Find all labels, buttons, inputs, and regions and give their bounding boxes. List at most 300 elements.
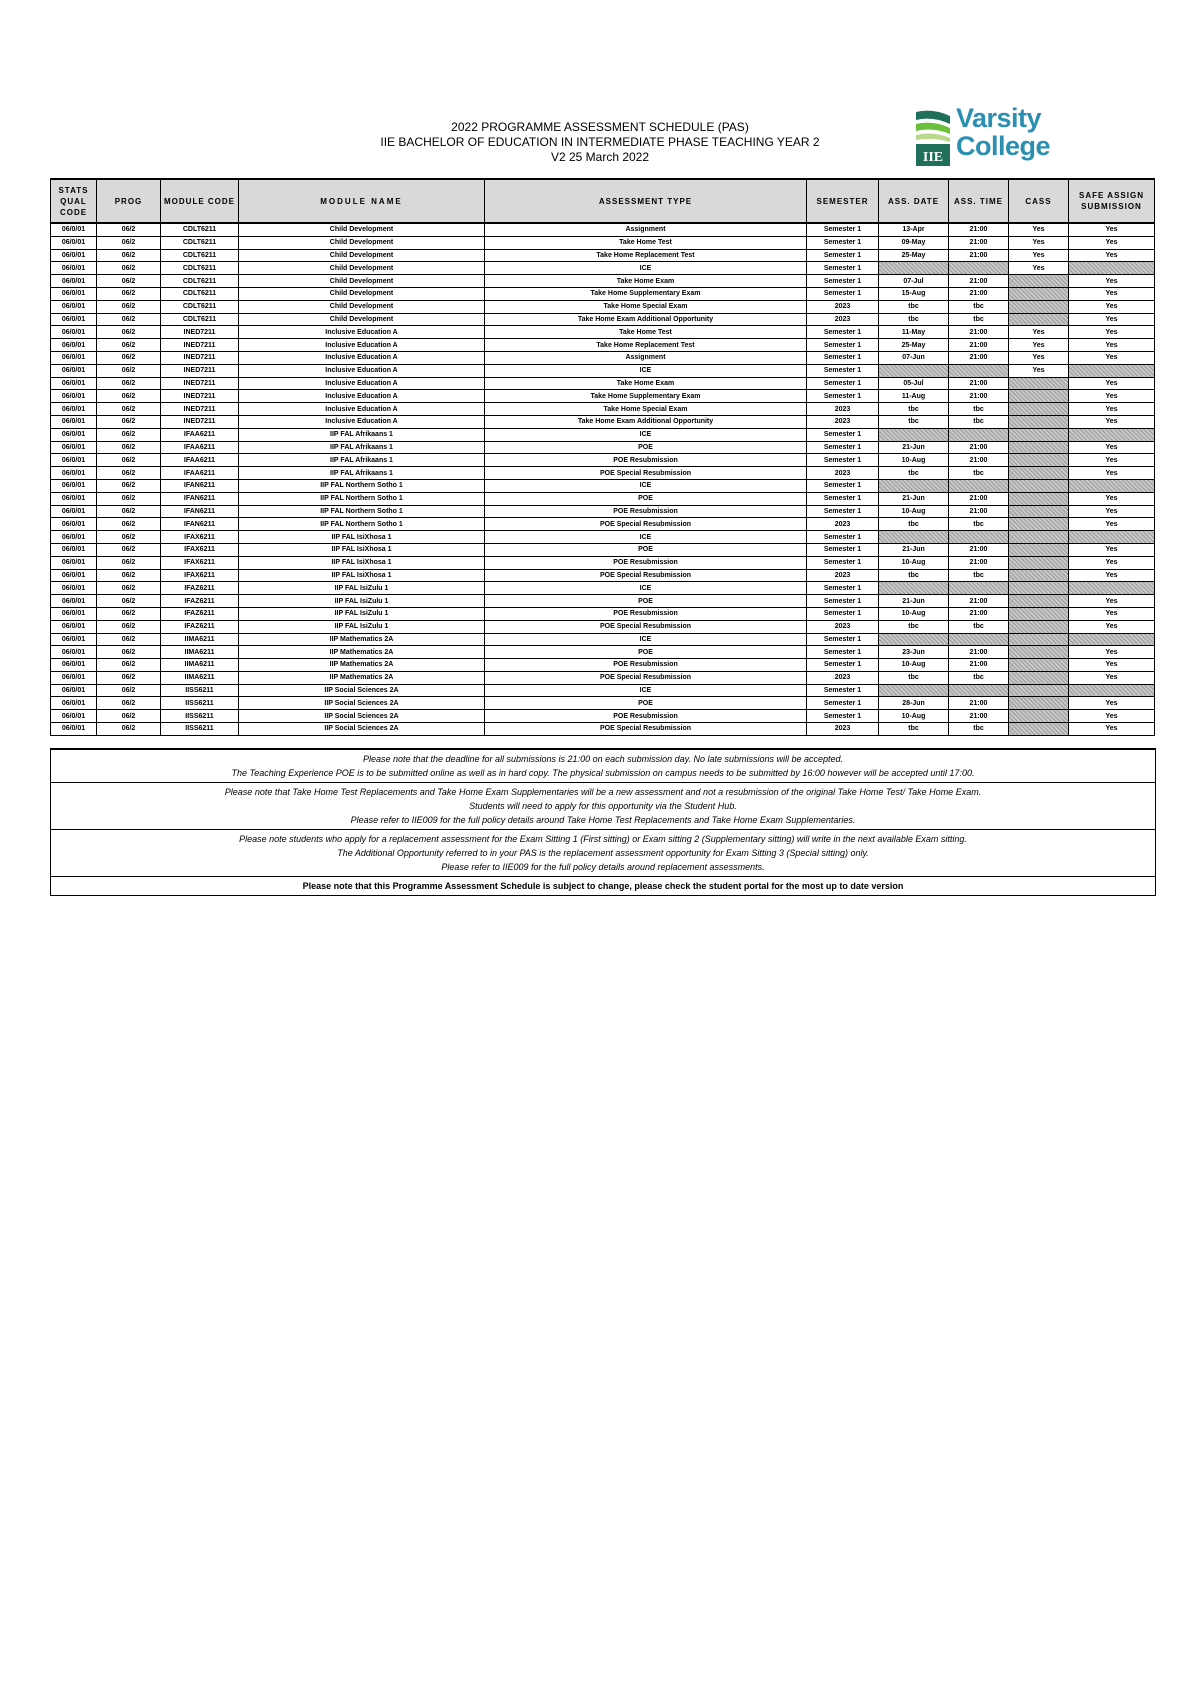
table-cell: 06/0/01 bbox=[51, 467, 97, 480]
table-cell bbox=[949, 479, 1009, 492]
table-cell: IFAA6211 bbox=[161, 454, 239, 467]
table-cell: CDLT6211 bbox=[161, 275, 239, 288]
table-cell: Yes bbox=[1069, 607, 1155, 620]
table-cell: 07-Jun bbox=[879, 351, 949, 364]
table-cell bbox=[1009, 492, 1069, 505]
table-cell: CDLT6211 bbox=[161, 236, 239, 249]
table-cell: 21:00 bbox=[949, 287, 1009, 300]
table-cell: 2023 bbox=[807, 415, 879, 428]
table-cell: 06/2 bbox=[97, 646, 161, 659]
table-cell: 06/0/01 bbox=[51, 492, 97, 505]
table-cell: tbc bbox=[949, 415, 1009, 428]
table-cell: Semester 1 bbox=[807, 607, 879, 620]
table-row bbox=[51, 556, 1155, 569]
table-cell: tbc bbox=[879, 415, 949, 428]
table-cell: Yes bbox=[1069, 275, 1155, 288]
column-header: PROG bbox=[97, 179, 161, 223]
table-cell: Semester 1 bbox=[807, 339, 879, 352]
table-cell: 06/2 bbox=[97, 659, 161, 672]
table-cell: tbc bbox=[949, 569, 1009, 582]
table-row bbox=[51, 620, 1155, 633]
table-cell: INED7211 bbox=[161, 415, 239, 428]
table-cell: 06/2 bbox=[97, 313, 161, 326]
table-cell: 06/0/01 bbox=[51, 710, 97, 723]
table-cell: 21:00 bbox=[949, 607, 1009, 620]
table-cell bbox=[1009, 582, 1069, 595]
table-cell bbox=[1009, 595, 1069, 608]
table-row bbox=[51, 326, 1155, 339]
table-cell: IFAZ6211 bbox=[161, 595, 239, 608]
table-cell: POE bbox=[485, 646, 807, 659]
table-cell: Inclusive Education A bbox=[239, 364, 485, 377]
table-cell bbox=[1009, 479, 1069, 492]
title-block bbox=[300, 120, 900, 165]
table-cell: POE Special Resubmission bbox=[485, 518, 807, 531]
table-cell: IIMA6211 bbox=[161, 633, 239, 646]
table-cell: 06/0/01 bbox=[51, 595, 97, 608]
table-cell: Yes bbox=[1009, 351, 1069, 364]
table-cell: 06/0/01 bbox=[51, 377, 97, 390]
table-cell: Assignment bbox=[485, 351, 807, 364]
table-cell: Semester 1 bbox=[807, 454, 879, 467]
table-cell: Inclusive Education A bbox=[239, 351, 485, 364]
table-cell bbox=[879, 582, 949, 595]
table-cell bbox=[879, 684, 949, 697]
table-cell: Semester 1 bbox=[807, 223, 879, 236]
table-cell: 06/2 bbox=[97, 671, 161, 684]
table-cell: IIP Mathematics 2A bbox=[239, 671, 485, 684]
table-cell: 06/2 bbox=[97, 710, 161, 723]
table-cell: tbc bbox=[879, 620, 949, 633]
table-row bbox=[51, 467, 1155, 480]
table-cell: 06/2 bbox=[97, 492, 161, 505]
table-cell: 06/0/01 bbox=[51, 569, 97, 582]
table-cell: Semester 1 bbox=[807, 236, 879, 249]
table-cell: tbc bbox=[949, 403, 1009, 416]
iie-emblem-icon bbox=[916, 110, 950, 166]
table-cell: 06/0/01 bbox=[51, 518, 97, 531]
table-header bbox=[51, 179, 1155, 223]
table-cell: Child Development bbox=[239, 236, 485, 249]
table-cell: 2023 bbox=[807, 313, 879, 326]
table-cell: Yes bbox=[1069, 467, 1155, 480]
table-row bbox=[51, 479, 1155, 492]
programme-title: IIE BACHELOR OF EDUCATION IN INTERMEDIATE PHASE TEACHING YEAR 2 bbox=[380, 135, 820, 149]
table-cell: 06/0/01 bbox=[51, 428, 97, 441]
table-cell bbox=[1009, 710, 1069, 723]
table-cell: 06/0/01 bbox=[51, 671, 97, 684]
table-cell: 06/0/01 bbox=[51, 454, 97, 467]
table-cell: 06/0/01 bbox=[51, 339, 97, 352]
table-row bbox=[51, 262, 1155, 275]
table-cell: tbc bbox=[879, 300, 949, 313]
table-cell: Semester 1 bbox=[807, 543, 879, 556]
table-cell: 10-Aug bbox=[879, 659, 949, 672]
table-cell: Take Home Test bbox=[485, 326, 807, 339]
column-header: MODULE NAME bbox=[239, 179, 485, 223]
table-cell: IIP Social Sciences 2A bbox=[239, 697, 485, 710]
table-cell: Take Home Test bbox=[485, 236, 807, 249]
table-cell: IFAZ6211 bbox=[161, 582, 239, 595]
table-cell: tbc bbox=[879, 403, 949, 416]
table-cell: IIP FAL Northern Sotho 1 bbox=[239, 505, 485, 518]
table-cell: POE Special Resubmission bbox=[485, 723, 807, 736]
table-cell: 21-Jun bbox=[879, 441, 949, 454]
note-line: The Additional Opportunity referred to in your PAS is the replacement assessment opportunity for Exam Sitting 3 (Special sitting) only. bbox=[337, 848, 869, 858]
table-cell: CDLT6211 bbox=[161, 287, 239, 300]
table-cell: 06/0/01 bbox=[51, 236, 97, 249]
table-row bbox=[51, 710, 1155, 723]
table-cell: Yes bbox=[1069, 223, 1155, 236]
table-cell: ICE bbox=[485, 582, 807, 595]
table-cell: Yes bbox=[1009, 326, 1069, 339]
table-row bbox=[51, 646, 1155, 659]
table-cell bbox=[949, 684, 1009, 697]
table-cell: tbc bbox=[879, 518, 949, 531]
table-cell: 10-Aug bbox=[879, 556, 949, 569]
table-cell: IIP FAL IsiXhosa 1 bbox=[239, 531, 485, 544]
table-cell: 23-Jun bbox=[879, 646, 949, 659]
table-cell: 06/0/01 bbox=[51, 684, 97, 697]
table-cell: 06/2 bbox=[97, 454, 161, 467]
table-cell: 21:00 bbox=[949, 377, 1009, 390]
header-row bbox=[51, 179, 1155, 223]
table-cell: IIP FAL Northern Sotho 1 bbox=[239, 518, 485, 531]
table-cell: Child Development bbox=[239, 287, 485, 300]
table-cell: tbc bbox=[949, 620, 1009, 633]
table-cell: Yes bbox=[1069, 659, 1155, 672]
table-cell: Semester 1 bbox=[807, 479, 879, 492]
table-cell: Yes bbox=[1009, 339, 1069, 352]
table-cell: 06/2 bbox=[97, 428, 161, 441]
table-cell: 28-Jun bbox=[879, 697, 949, 710]
table-cell bbox=[1009, 620, 1069, 633]
table-row bbox=[51, 351, 1155, 364]
table-cell: IIP FAL Northern Sotho 1 bbox=[239, 479, 485, 492]
table-cell: 21:00 bbox=[949, 326, 1009, 339]
table-cell: 06/2 bbox=[97, 223, 161, 236]
table-cell: 21:00 bbox=[949, 390, 1009, 403]
table-cell: Take Home Special Exam bbox=[485, 403, 807, 416]
table-cell: IFAZ6211 bbox=[161, 620, 239, 633]
table-cell: 21-Jun bbox=[879, 595, 949, 608]
table-cell: POE Special Resubmission bbox=[485, 671, 807, 684]
table-cell: ICE bbox=[485, 262, 807, 275]
table-cell bbox=[879, 428, 949, 441]
table-cell: IFAX6211 bbox=[161, 556, 239, 569]
table-cell: tbc bbox=[879, 569, 949, 582]
table-cell: IISS6211 bbox=[161, 723, 239, 736]
table-cell bbox=[1009, 659, 1069, 672]
table-cell: Take Home Replacement Test bbox=[485, 339, 807, 352]
table-cell: tbc bbox=[949, 723, 1009, 736]
table-cell: 13-Apr bbox=[879, 223, 949, 236]
table-cell: 11-May bbox=[879, 326, 949, 339]
table-row bbox=[51, 403, 1155, 416]
table-cell: 06/0/01 bbox=[51, 505, 97, 518]
table-cell: Semester 1 bbox=[807, 505, 879, 518]
table-row bbox=[51, 377, 1155, 390]
table-cell: 06/0/01 bbox=[51, 441, 97, 454]
table-row bbox=[51, 582, 1155, 595]
table-row bbox=[51, 275, 1155, 288]
table-cell: IIP FAL IsiZulu 1 bbox=[239, 620, 485, 633]
table-body bbox=[51, 223, 1155, 735]
table-cell: 21:00 bbox=[949, 339, 1009, 352]
table-cell: 06/2 bbox=[97, 236, 161, 249]
table-cell: INED7211 bbox=[161, 403, 239, 416]
table-cell: 06/0/01 bbox=[51, 723, 97, 736]
table-row bbox=[51, 659, 1155, 672]
table-cell: Semester 1 bbox=[807, 492, 879, 505]
table-cell: ICE bbox=[485, 684, 807, 697]
table-cell bbox=[1009, 556, 1069, 569]
table-cell: IIP FAL IsiXhosa 1 bbox=[239, 543, 485, 556]
table-cell: IFAZ6211 bbox=[161, 607, 239, 620]
table-cell: IISS6211 bbox=[161, 710, 239, 723]
table-cell: tbc bbox=[879, 671, 949, 684]
note-line: Please refer to IIE009 for the full policy details around replacement assessments. bbox=[441, 862, 765, 872]
table-cell: Semester 1 bbox=[807, 275, 879, 288]
table-cell: Take Home Replacement Test bbox=[485, 249, 807, 262]
table-cell: 2023 bbox=[807, 300, 879, 313]
table-cell: 06/2 bbox=[97, 275, 161, 288]
table-cell: 06/0/01 bbox=[51, 313, 97, 326]
table-cell: 21-Jun bbox=[879, 492, 949, 505]
table-cell bbox=[1009, 518, 1069, 531]
table-cell: Inclusive Education A bbox=[239, 403, 485, 416]
table-cell: CDLT6211 bbox=[161, 262, 239, 275]
table-cell: IIP FAL IsiZulu 1 bbox=[239, 607, 485, 620]
table-cell: Take Home Special Exam bbox=[485, 300, 807, 313]
table-row bbox=[51, 454, 1155, 467]
table-cell: 06/0/01 bbox=[51, 582, 97, 595]
table-cell: 06/2 bbox=[97, 415, 161, 428]
table-cell: Semester 1 bbox=[807, 633, 879, 646]
table-cell: IFAN6211 bbox=[161, 492, 239, 505]
table-cell: 06/0/01 bbox=[51, 249, 97, 262]
table-cell: Semester 1 bbox=[807, 441, 879, 454]
table-row bbox=[51, 236, 1155, 249]
table-cell bbox=[1009, 505, 1069, 518]
table-cell bbox=[949, 633, 1009, 646]
table-cell: 06/0/01 bbox=[51, 403, 97, 416]
table-cell: tbc bbox=[949, 671, 1009, 684]
table-cell: Yes bbox=[1069, 646, 1155, 659]
table-cell: 06/2 bbox=[97, 697, 161, 710]
table-cell: Yes bbox=[1009, 249, 1069, 262]
table-cell: POE bbox=[485, 595, 807, 608]
table-cell: POE Special Resubmission bbox=[485, 620, 807, 633]
table-cell bbox=[1009, 723, 1069, 736]
table-cell: 06/0/01 bbox=[51, 300, 97, 313]
table-cell bbox=[949, 262, 1009, 275]
table-cell: 21:00 bbox=[949, 223, 1009, 236]
table-cell: Semester 1 bbox=[807, 249, 879, 262]
iie-emblem-text: IIE bbox=[922, 150, 944, 165]
table-cell: Yes bbox=[1069, 454, 1155, 467]
table-cell: Child Development bbox=[239, 300, 485, 313]
table-cell: INED7211 bbox=[161, 351, 239, 364]
table-cell: INED7211 bbox=[161, 364, 239, 377]
table-cell: Yes bbox=[1069, 236, 1155, 249]
table-cell: 11-Aug bbox=[879, 390, 949, 403]
table-cell: 09-May bbox=[879, 236, 949, 249]
table-cell bbox=[879, 262, 949, 275]
varsity-college-logo bbox=[916, 103, 1066, 168]
table-cell bbox=[1069, 428, 1155, 441]
table-cell: POE bbox=[485, 441, 807, 454]
column-header: SAFE ASSIGN SUBMISSION bbox=[1069, 179, 1155, 223]
table-cell: 06/2 bbox=[97, 403, 161, 416]
table-cell: Child Development bbox=[239, 223, 485, 236]
table-cell bbox=[1009, 403, 1069, 416]
table-row bbox=[51, 531, 1155, 544]
table-cell: 06/2 bbox=[97, 287, 161, 300]
table-cell: Semester 1 bbox=[807, 659, 879, 672]
table-cell: Yes bbox=[1069, 569, 1155, 582]
table-row bbox=[51, 684, 1155, 697]
table-cell: Take Home Supplementary Exam bbox=[485, 390, 807, 403]
table-cell: Semester 1 bbox=[807, 351, 879, 364]
table-cell: 06/0/01 bbox=[51, 364, 97, 377]
table-cell: IFAA6211 bbox=[161, 441, 239, 454]
table-cell: IISS6211 bbox=[161, 684, 239, 697]
table-cell bbox=[1009, 287, 1069, 300]
table-cell: Semester 1 bbox=[807, 697, 879, 710]
table-cell: Child Development bbox=[239, 275, 485, 288]
table-cell: 21:00 bbox=[949, 595, 1009, 608]
table-cell: Assignment bbox=[485, 223, 807, 236]
table-cell: 06/2 bbox=[97, 620, 161, 633]
logo-wordmark bbox=[956, 104, 1050, 160]
table-cell: IIP Social Sciences 2A bbox=[239, 684, 485, 697]
table-cell: 21:00 bbox=[949, 236, 1009, 249]
column-header: ASS. DATE bbox=[879, 179, 949, 223]
table-cell: Yes bbox=[1069, 620, 1155, 633]
table-cell: IIP FAL Afrikaans 1 bbox=[239, 467, 485, 480]
table-cell: 06/0/01 bbox=[51, 275, 97, 288]
table-cell: Inclusive Education A bbox=[239, 339, 485, 352]
table-row bbox=[51, 441, 1155, 454]
table-cell: IISS6211 bbox=[161, 697, 239, 710]
table-cell: IIP Mathematics 2A bbox=[239, 659, 485, 672]
table-row bbox=[51, 428, 1155, 441]
table-cell: IFAX6211 bbox=[161, 569, 239, 582]
table-cell: tbc bbox=[949, 518, 1009, 531]
table-cell bbox=[1009, 646, 1069, 659]
table-cell: 25-May bbox=[879, 249, 949, 262]
table-cell: POE bbox=[485, 543, 807, 556]
table-row bbox=[51, 339, 1155, 352]
table-cell bbox=[949, 531, 1009, 544]
table-cell: Child Development bbox=[239, 262, 485, 275]
table-cell: Yes bbox=[1069, 300, 1155, 313]
table-cell bbox=[1009, 467, 1069, 480]
table-cell: ICE bbox=[485, 428, 807, 441]
table-row bbox=[51, 543, 1155, 556]
table-cell bbox=[1069, 582, 1155, 595]
table-cell: 10-Aug bbox=[879, 607, 949, 620]
table-cell: 21:00 bbox=[949, 543, 1009, 556]
table-cell: 06/2 bbox=[97, 300, 161, 313]
table-cell: 21:00 bbox=[949, 646, 1009, 659]
table-cell: IIP Social Sciences 2A bbox=[239, 723, 485, 736]
table-cell: IIP FAL IsiXhosa 1 bbox=[239, 569, 485, 582]
table-cell: 06/2 bbox=[97, 595, 161, 608]
table-cell: IFAX6211 bbox=[161, 531, 239, 544]
note-line: Students will need to apply for this opportunity via the Student Hub. bbox=[469, 801, 737, 811]
table-cell: Inclusive Education A bbox=[239, 415, 485, 428]
table-row bbox=[51, 364, 1155, 377]
table-cell: Yes bbox=[1069, 377, 1155, 390]
table-cell: 06/0/01 bbox=[51, 351, 97, 364]
table-cell: Yes bbox=[1069, 518, 1155, 531]
table-cell bbox=[1009, 454, 1069, 467]
table-cell bbox=[1009, 671, 1069, 684]
table-cell: 06/2 bbox=[97, 556, 161, 569]
table-cell: Take Home Supplementary Exam bbox=[485, 287, 807, 300]
table-cell: 06/0/01 bbox=[51, 607, 97, 620]
table-cell: Yes bbox=[1069, 390, 1155, 403]
table-cell: 06/0/01 bbox=[51, 326, 97, 339]
table-cell: 06/2 bbox=[97, 326, 161, 339]
table-cell: 21:00 bbox=[949, 492, 1009, 505]
note-line: The Teaching Experience POE is to be submitted online as well as in hard copy. The physical submission on campus needs to be submitted by 16:00 however will be accepted until 17:00. bbox=[231, 768, 975, 778]
table-cell: INED7211 bbox=[161, 339, 239, 352]
table-cell bbox=[949, 582, 1009, 595]
table-cell: Yes bbox=[1009, 364, 1069, 377]
table-cell: 06/2 bbox=[97, 262, 161, 275]
table-cell bbox=[879, 531, 949, 544]
table-cell: Yes bbox=[1069, 351, 1155, 364]
table-cell: Semester 1 bbox=[807, 428, 879, 441]
table-cell: 06/0/01 bbox=[51, 620, 97, 633]
table-cell: POE Resubmission bbox=[485, 556, 807, 569]
table-cell: 06/2 bbox=[97, 569, 161, 582]
table-cell bbox=[1009, 633, 1069, 646]
table-cell: ICE bbox=[485, 633, 807, 646]
table-cell: Yes bbox=[1069, 492, 1155, 505]
table-row bbox=[51, 287, 1155, 300]
table-cell: IIMA6211 bbox=[161, 646, 239, 659]
table-cell: 21:00 bbox=[949, 454, 1009, 467]
table-cell: POE Resubmission bbox=[485, 659, 807, 672]
table-cell: Semester 1 bbox=[807, 684, 879, 697]
table-cell: Yes bbox=[1069, 595, 1155, 608]
table-cell bbox=[1069, 262, 1155, 275]
table-cell: 2023 bbox=[807, 569, 879, 582]
table-cell: 06/2 bbox=[97, 467, 161, 480]
table-row bbox=[51, 595, 1155, 608]
table-cell bbox=[879, 479, 949, 492]
table-cell: 06/0/01 bbox=[51, 531, 97, 544]
table-cell: 21:00 bbox=[949, 697, 1009, 710]
note-block bbox=[51, 877, 1155, 895]
table-row bbox=[51, 607, 1155, 620]
column-header: ASSESSMENT TYPE bbox=[485, 179, 807, 223]
table-cell: 06/2 bbox=[97, 684, 161, 697]
table-cell: Yes bbox=[1069, 441, 1155, 454]
table-cell bbox=[1009, 531, 1069, 544]
table-cell: IIP FAL Afrikaans 1 bbox=[239, 454, 485, 467]
table-cell: IIP Mathematics 2A bbox=[239, 633, 485, 646]
table-cell: 06/0/01 bbox=[51, 223, 97, 236]
table-cell: POE bbox=[485, 492, 807, 505]
assessment-schedule-table bbox=[50, 178, 1155, 736]
table-cell: 06/2 bbox=[97, 607, 161, 620]
table-row bbox=[51, 313, 1155, 326]
